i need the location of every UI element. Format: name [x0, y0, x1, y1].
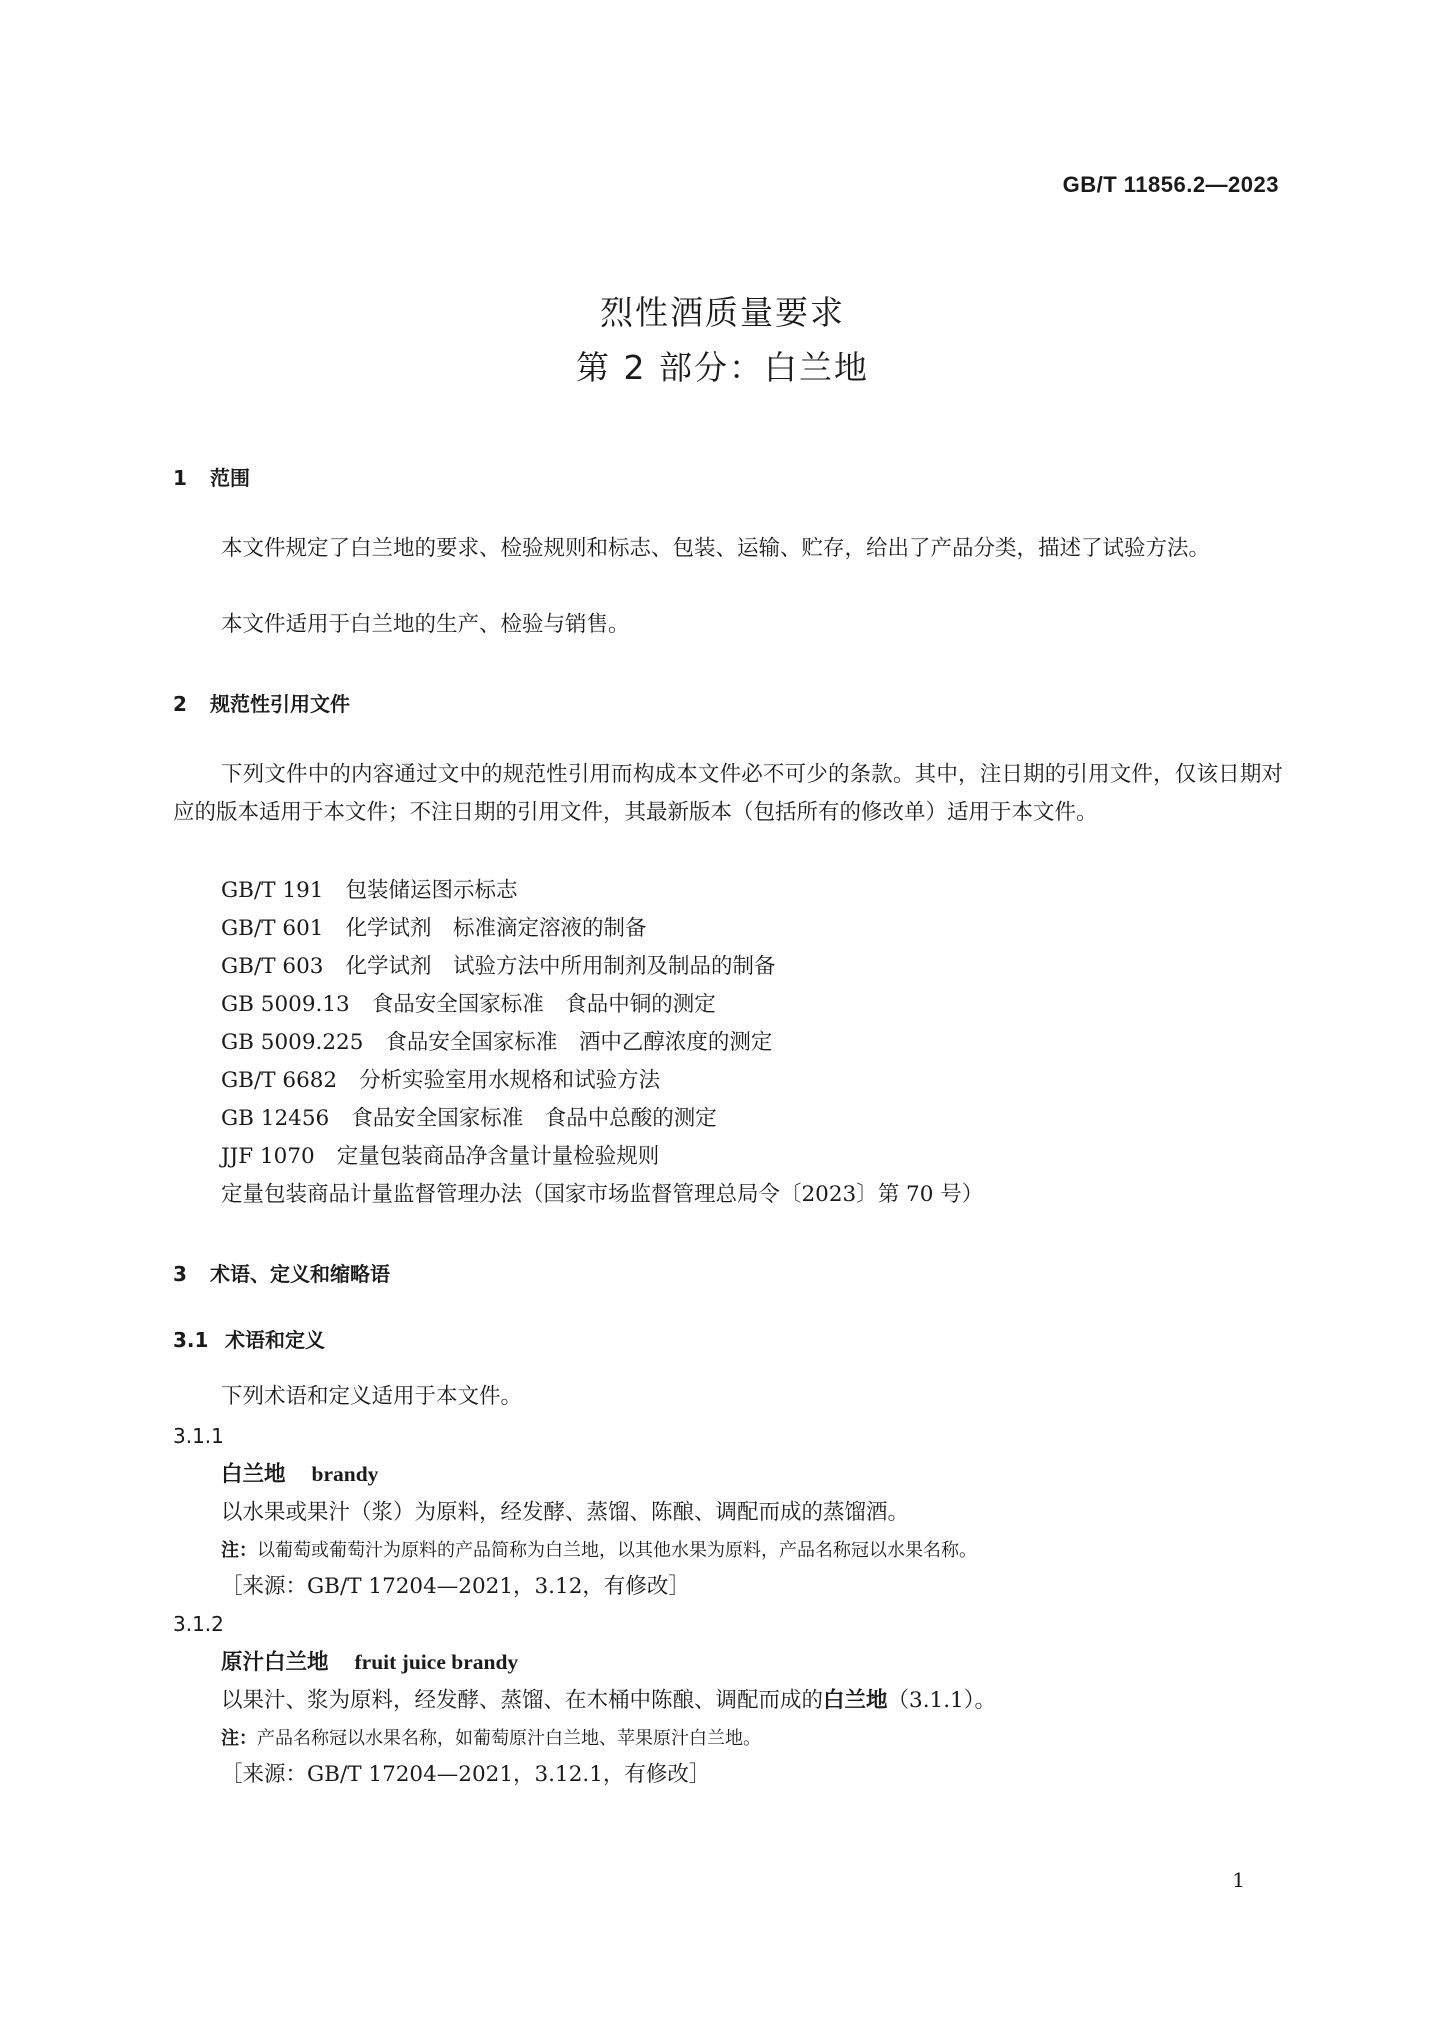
term-note	[221, 1730, 761, 1748]
reference-title: 食品安全国家标准 食品中铜的测定	[371, 992, 716, 1017]
note-text: 产品名称冠以水果名称，如葡萄原汁白兰地、苹果原汁白兰地。	[257, 1728, 761, 1749]
reference-title: 化学试剂 标准滴定溶液的制备	[345, 916, 647, 941]
term-zh: 原汁白兰地	[221, 1650, 329, 1675]
reference-title: 定量包装商品净含量计量检验规则	[336, 1144, 660, 1169]
document-title: 烈性酒质量要求	[600, 293, 845, 332]
reference-item	[221, 956, 775, 978]
reference-title: 包装储运图示标志	[345, 878, 518, 903]
section-1-paragraph: 本文件适用于白兰地的生产、检验与销售。	[221, 612, 630, 637]
standard-code: GB/T 11856.2—2023	[1062, 172, 1279, 197]
definition-end: 。	[974, 1688, 997, 1713]
reference-item	[221, 918, 646, 940]
reference-code: GB/T 603	[221, 954, 324, 979]
term-heading	[221, 1652, 518, 1674]
page-number: 1	[1232, 1868, 1245, 1892]
reference-title: 食品安全国家标准 食品中总酸的测定	[351, 1106, 717, 1131]
reference-item	[221, 1032, 772, 1054]
section-title: 规范性引用文件	[210, 692, 350, 716]
reference-code: GB 12456	[221, 1106, 330, 1131]
term-heading	[221, 1464, 378, 1486]
section-2-intro: 下列文件中的内容通过文中的规范性引用而构成本文件必不可少的条款。其中，注日期的引用文件，仅该日期对应的版本适用于本文件；不注日期的引用文件，其最新版本（包括所有的修改单）适用于本文件。	[173, 762, 1283, 825]
reference-code: GB 5009.13	[221, 992, 350, 1017]
reference-item	[221, 994, 716, 1016]
term-note	[221, 1542, 977, 1560]
reference-item	[221, 1146, 659, 1168]
definition-ref-term: 白兰地	[823, 1688, 888, 1713]
reference-code: GB 5009.225	[221, 1030, 364, 1055]
note-label: 注：	[221, 1540, 257, 1561]
term-source: ［来源：GB/T 17204—2021，3.12.1，有修改］	[221, 1762, 711, 1787]
subsection-intro: 下列术语和定义适用于本文件。	[221, 1384, 523, 1409]
section-2-heading	[173, 694, 350, 714]
note-label: 注：	[221, 1728, 257, 1749]
section-number: 3	[173, 1262, 187, 1286]
section-title: 术语、定义和缩略语	[210, 1262, 390, 1286]
section-title: 范围	[210, 466, 250, 490]
reference-item	[221, 880, 517, 902]
subsection-number: 3.1	[173, 1328, 209, 1352]
reference-title: 化学试剂 试验方法中所用制剂及制品的制备	[345, 954, 776, 979]
reference-code: GB/T 6682	[221, 1068, 338, 1093]
reference-item	[221, 1070, 660, 1092]
note-text: 以葡萄或葡萄汁为原料的产品简称为白兰地，以其他水果为原料，产品名称冠以水果名称。	[257, 1540, 977, 1561]
term-definition: 以水果或果汁（浆）为原料，经发酵、蒸馏、陈酿、调配而成的蒸馏酒。	[221, 1500, 910, 1525]
section-1-paragraph: 本文件规定了白兰地的要求、检验规则和标志、包装、运输、贮存，给出了产品分类，描述了试验方法。	[221, 536, 1211, 561]
term-definition	[221, 1690, 996, 1712]
reference-code: GB/T 191	[221, 878, 324, 903]
section-number: 2	[173, 692, 187, 716]
section-1-heading	[173, 468, 250, 488]
reference-item: 定量包装商品计量监督管理办法（国家市场监督管理总局令〔2023〕第 70 号）	[221, 1182, 984, 1207]
reference-item	[221, 1108, 717, 1130]
reference-title: 食品安全国家标准 酒中乙醇浓度的测定	[385, 1030, 773, 1055]
term-source: ［来源：GB/T 17204—2021，3.12，有修改］	[221, 1574, 690, 1599]
section-3-heading	[173, 1264, 390, 1284]
section-number: 1	[173, 466, 187, 490]
definition-text: 以果汁、浆为原料，经发酵、蒸馏、在木桶中陈酿、调配而成的	[221, 1688, 824, 1713]
term-en: fruit juice brandy	[354, 1650, 519, 1674]
term-zh: 白兰地	[221, 1462, 286, 1487]
reference-title: 分析实验室用水规格和试验方法	[359, 1068, 661, 1093]
subsection-3-1-heading	[173, 1330, 325, 1350]
term-number: 3.1.1	[173, 1424, 224, 1448]
reference-code: GB/T 601	[221, 916, 324, 941]
reference-code: JJF 1070	[221, 1144, 315, 1169]
definition-ref-number: （3.1.1）	[887, 1688, 975, 1713]
subsection-title: 术语和定义	[225, 1328, 325, 1352]
term-en: brandy	[311, 1462, 379, 1486]
document-subtitle: 第 2 部分：白兰地	[576, 348, 869, 387]
term-number: 3.1.2	[173, 1612, 224, 1636]
